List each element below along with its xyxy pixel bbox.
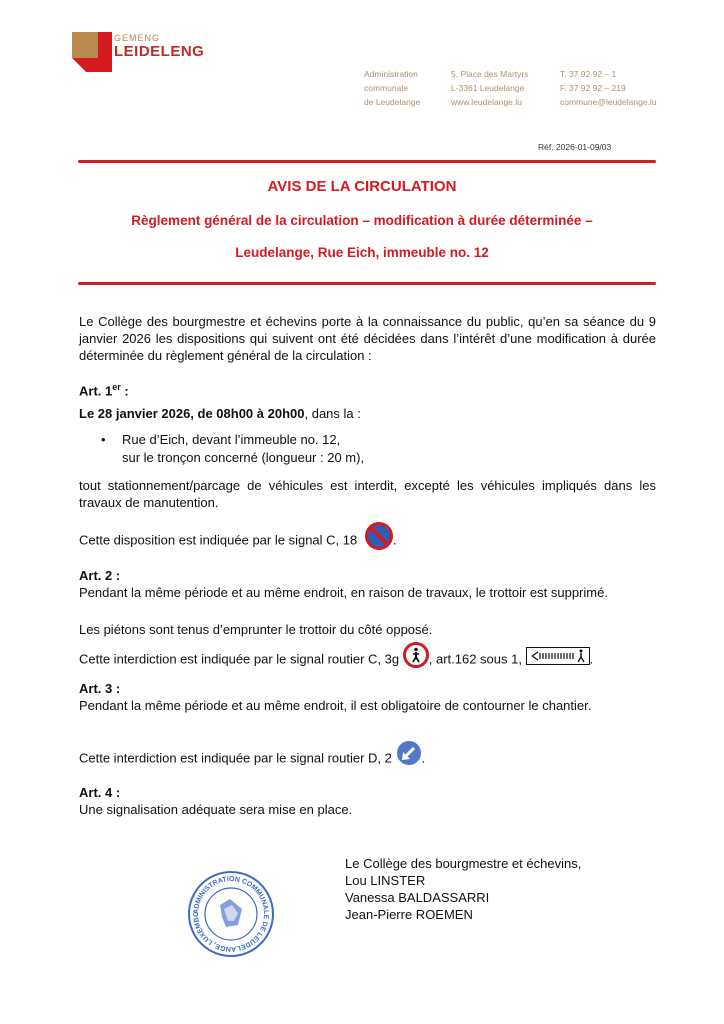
official-stamp bbox=[186, 869, 276, 959]
stamp-text: ADMINISTRATION COMMUNALE DE LEUDELANGE, LUXEMBO bbox=[192, 875, 270, 953]
art1-bullet-line2: sur le tronçon concerné (longueur : 20 m), bbox=[122, 450, 365, 465]
art1-sign-end: . bbox=[392, 532, 397, 548]
art3-sign-line bbox=[79, 748, 656, 770]
logo-leideleng: LEIDELENG bbox=[114, 43, 205, 60]
signature-line: Jean-Pierre ROEMEN bbox=[345, 907, 473, 922]
header-address-col1 bbox=[364, 67, 420, 109]
header-contact-col bbox=[560, 67, 657, 109]
art1-heading-sup: er bbox=[112, 382, 121, 392]
art1-bullet-line1: Rue d’Eich, devant l’immeuble no. 12, bbox=[122, 432, 341, 447]
header-text: F. 37 92 92 – 219 bbox=[560, 83, 626, 93]
art4-text: Une signalisation adéquate sera mise en place. bbox=[79, 802, 353, 817]
bullet-dot: • bbox=[101, 432, 106, 447]
art2-sign-line bbox=[79, 648, 656, 672]
commune-logo bbox=[72, 32, 112, 72]
art2-sign-text-b: , art.162 sous 1, bbox=[428, 651, 522, 667]
art2-heading: Art. 2 : bbox=[79, 568, 121, 583]
website-link[interactable]: www.leudelange.lu bbox=[451, 97, 522, 107]
keep-left-arrow-sign-icon bbox=[396, 748, 422, 770]
art1-rule: tout stationnement/parcage de véhicules est interdit, excepté les véhicules impliqués dans les travaux de manutention. bbox=[79, 478, 656, 510]
art4-heading: Art. 4 : bbox=[79, 785, 121, 800]
art1-heading bbox=[79, 379, 656, 399]
art3-sign-end: . bbox=[421, 750, 426, 766]
art2-sign-end: . bbox=[589, 651, 594, 667]
header-text: T. 37 92 92 – 1 bbox=[560, 69, 617, 79]
header-text: communale bbox=[364, 83, 408, 93]
art1-date bbox=[79, 405, 656, 422]
notice-subtitle-line1: Règlement général de la circulation – modification à durée déterminée – bbox=[131, 213, 593, 228]
art1-sign-text: Cette disposition est indiquée par le signal C, 18 bbox=[79, 532, 358, 548]
art1-sign-line bbox=[79, 528, 656, 554]
signatures-block bbox=[345, 855, 581, 923]
logo-gemeng: GEMENG bbox=[114, 33, 161, 43]
header-text: 5, Place des Martyrs bbox=[451, 69, 529, 79]
art1-date-bold: Le 28 janvier 2026, de 08h00 à 20h00 bbox=[79, 406, 305, 421]
header-text: de Leudelange bbox=[364, 97, 421, 107]
header-text: Administration bbox=[364, 69, 418, 79]
art1-date-tail: , dans la : bbox=[304, 406, 361, 421]
art3-text: Pendant la même période et au même endroit, il est obligatoire de contourner le chantier. bbox=[79, 698, 592, 713]
art1-heading-text: Art. 1 bbox=[79, 383, 113, 399]
signature-line: Vanessa BALDASSARRI bbox=[345, 890, 490, 905]
art2-text1: Pendant la même période et au même endroit, en raison de travaux, le trottoir est supprimé. bbox=[79, 585, 608, 600]
art1-heading-tail: : bbox=[120, 383, 129, 399]
pedestrian-detour-panel-icon bbox=[526, 651, 590, 669]
art2-sign-text-a: Cette interdiction est indiquée par le signal routier C, 3g bbox=[79, 651, 400, 667]
art2-text2: Les piétons sont tenus d’emprunter le trottoir du côté opposé. bbox=[79, 622, 433, 637]
divider-bottom bbox=[78, 282, 656, 285]
signature-line: Le Collège des bourgmestre et échevins, bbox=[345, 856, 582, 871]
signature-line: Lou LINSTER bbox=[345, 873, 426, 888]
header-address-col2 bbox=[451, 67, 528, 109]
divider-top bbox=[78, 160, 656, 163]
notice-title: AVIS DE LA CIRCULATION bbox=[267, 178, 457, 195]
no-pedestrians-sign-icon bbox=[403, 648, 429, 672]
art3-sign-text: Cette interdiction est indiquée par le signal routier D, 2 bbox=[79, 750, 392, 766]
notice-subtitle-line2: Leudelange, Rue Eich, immeuble no. 12 bbox=[235, 245, 489, 260]
email-link[interactable]: commune@leudelange.lu bbox=[560, 97, 657, 107]
no-parking-sign-icon bbox=[361, 528, 393, 554]
intro-paragraph: Le Collège des bourgmestre et échevins porte à la connaissance du public, qu’en sa séance du 9 janvier 2026 les dispositions qui suivent ont été décidées dans l’intérêt d’une modification à durée déterminée du règlement général de la circulation : bbox=[79, 314, 656, 363]
art3-heading: Art. 3 : bbox=[79, 681, 121, 696]
header-text: L-3361 Leudelange bbox=[451, 83, 525, 93]
reference-number: Réf. 2026-01-09/03 bbox=[538, 142, 612, 152]
